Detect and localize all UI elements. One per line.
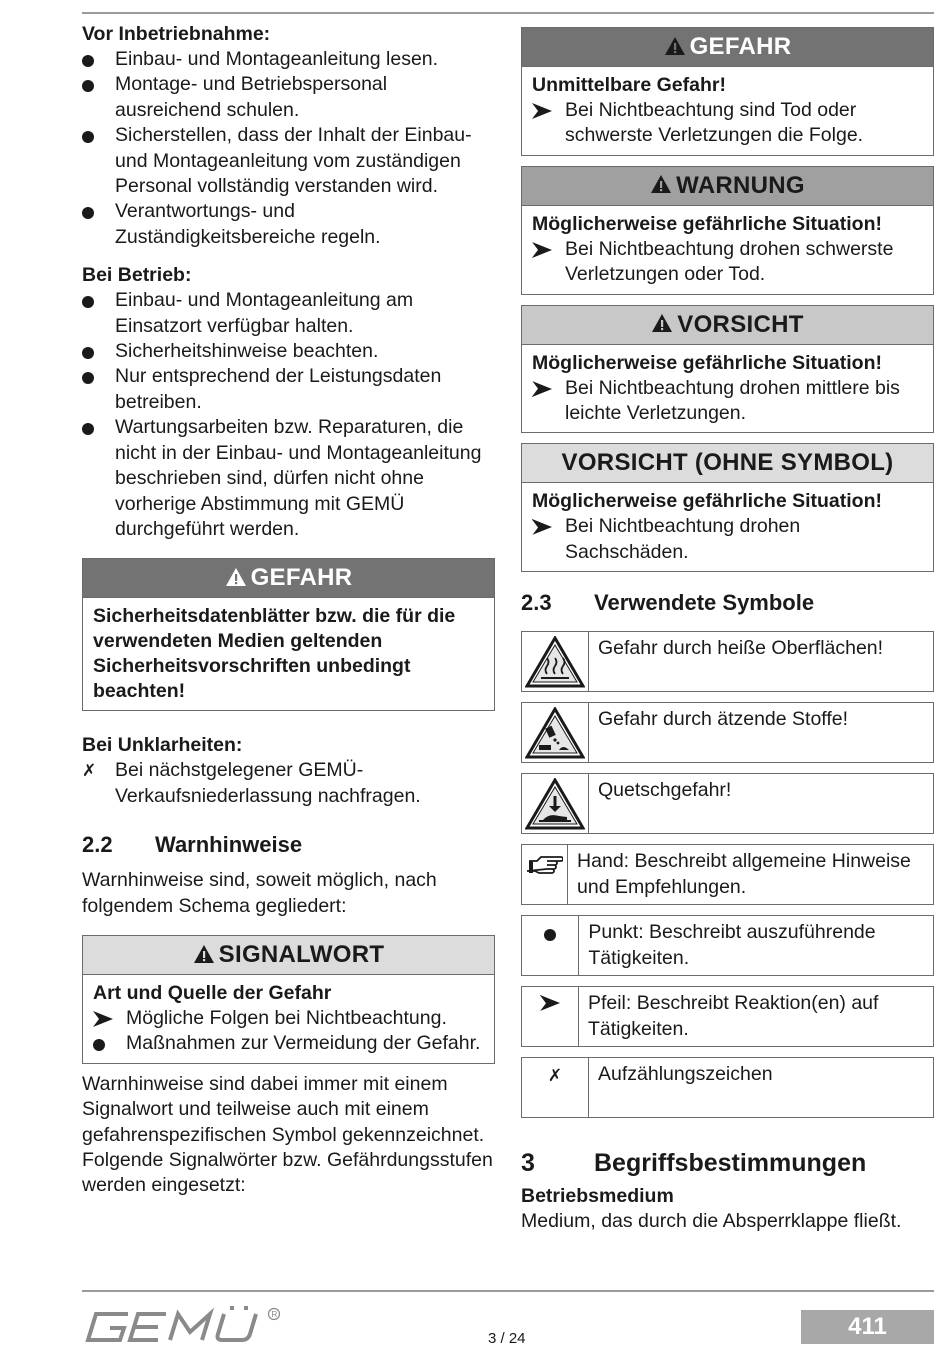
symbol-row [521,844,934,905]
list-item: Wartungsarbeiten bzw. Reparaturen, die nicht in der Einbau- und Montageanleitung beschrieben sind, dürfen nicht ohne vorherige Abstimmung mit GEMÜ durchgeführt werden. [82,415,495,542]
warning-box-body [83,597,494,710]
list-item: ✗ Bei nächstgelegener GEMÜ-Verkaufsniederlassung nachfragen. [82,759,421,807]
warning-triangle-icon [651,313,673,333]
definition-term: Betriebsmedium [521,1185,674,1208]
vor-list [82,47,495,250]
warning-triangle-icon [193,944,215,964]
check-mark-icon: ✗ [82,761,97,781]
list-item: Einbau- und Montageanleitung am Einsatzort verfügbar halten. [82,288,495,339]
list-item: Maßnahmen zur Vermeidung der Gefahr. [93,1031,484,1056]
symbol-description: Quetschgefahr! [598,779,732,802]
check-mark-icon: ✗ [547,1066,563,1086]
list-item: Bei Nichtbeachtung drohen schwerste Verletzungen oder Tod. [532,237,923,288]
symbol-row [521,986,934,1047]
level-box-header: GEFAHR [522,28,933,66]
document-number: 411 [801,1310,934,1344]
bullet-dot-icon [82,347,94,359]
sec22-outro: Warnhinweise sind dabei immer mit einem Signalwort und teilweise auch mit einem gefahrenspezifischen Symbol gekennzeichnet. Folgende Signalwörter bzw. Gefährdungsstufen werden eingesetzt: [82,1072,493,1197]
list-item: Einbau- und Montageanleitung lesen. [82,47,495,72]
symbol-description: Punkt: Beschreibt auszuführende Tätigkeiten. [588,921,876,969]
bullet-dot-icon [82,131,94,143]
right-column [521,27,934,1235]
level-box-title: Möglicherweise gefährliche Situation! [532,212,882,235]
level-list [532,237,923,288]
sec22-intro: Warnhinweise sind, soweit möglich, nach folgendem Schema gegliedert: [82,869,437,917]
schema-box-header: SIGNALWORT [83,936,494,974]
schema-box-body [83,974,494,1063]
symbol-cell [522,1058,589,1117]
vorsicht-level-box [521,305,934,434]
bullet-dot-icon [82,80,94,92]
hot-surface-icon [525,636,585,688]
level-list [532,376,923,427]
arrow-icon [532,381,552,397]
unklar-title: Bei Unklarheiten: [82,734,243,757]
warning-box-text: Sicherheitsdatenblätter bzw. die für die verwendeten Medien geltenden Sicherheitsvorschriften unbedingt beachten! [93,605,456,703]
gefahr-level-box [521,27,934,156]
arrow-icon [532,519,552,535]
left-column [82,22,495,1199]
schema-list [93,1006,484,1057]
level-box-body [522,482,933,571]
betrieb-list [82,288,495,542]
page-number: 3 / 24 [488,1330,526,1347]
bullet-dot-icon [93,1039,105,1051]
gefahr-warning-box [82,558,495,711]
crush-hazard-icon [525,778,585,830]
betrieb-title: Bei Betrieb: [82,264,192,287]
list-item: Sicherstellen, dass der Inhalt der Einbau- und Montageanleitung vom zuständigen Personal vollständig verstanden wird. [82,123,495,199]
warning-box-header: GEFAHR [83,559,494,597]
symbol-table [521,631,934,1118]
symbol-description: Pfeil: Beschreibt Reaktion(en) auf Tätigkeiten. [587,992,879,1040]
list-item: Bei Nichtbeachtung drohen Sachschäden. [532,514,923,565]
symbol-row [521,915,934,976]
level-box-header: VORSICHT [522,306,933,344]
warning-triangle-icon [650,174,672,194]
symbol-cell [522,987,579,1046]
unklar-list [82,758,495,809]
arrow-icon [540,995,560,1011]
level-box-header: WARNUNG [522,167,933,205]
symbol-row [521,773,934,834]
level-box-body [522,344,933,433]
warnung-level-box [521,166,934,295]
symbol-description: Gefahr durch heiße Oberflächen! [598,637,884,660]
warning-triangle-icon [664,36,686,56]
list-item: Bei Nichtbeachtung sind Tod oder schwerste Verletzungen die Folge. [532,98,923,149]
list-item: Bei Nichtbeachtung drohen mittlere bis leichte Verletzungen. [532,376,923,427]
arrow-icon [532,242,552,258]
schema-box-title: Art und Quelle der Gefahr [93,981,332,1004]
level-box-title: Möglicherweise gefährliche Situation! [532,490,882,513]
bullet-dot-icon [544,929,556,941]
level-box-title: Möglicherweise gefährliche Situation! [532,351,882,374]
top-rule [82,12,934,14]
level-box-body [522,66,933,155]
list-item: Mögliche Folgen bei Nichtbeachtung. [93,1006,484,1031]
section-heading-2-2: 2.2 Warnhinweise [82,832,303,858]
symbol-description: Aufzählungszeichen [598,1063,773,1086]
svg-text:R: R [271,1310,278,1319]
bullet-dot-icon [82,296,94,308]
list-item: Verantwortungs- und Zuständigkeitsbereiche regeln. [82,199,495,250]
arrow-icon [532,103,552,119]
symbol-description: Gefahr durch ätzende Stoffe! [598,708,849,731]
list-item: Sicherheitshinweise beachten. [82,339,495,364]
gemu-logo [82,1306,292,1346]
symbol-row [521,702,934,763]
level-list [532,514,923,565]
list-item: Montage- und Betriebspersonal ausreichend schulen. [82,72,495,123]
symbol-cell [522,845,568,904]
warning-triangle-icon [225,567,247,587]
symbol-cell [522,774,589,833]
footer-rule [82,1290,934,1292]
level-box-title: Unmittelbare Gefahr! [532,74,726,96]
bullet-dot-icon [82,207,94,219]
bullet-dot-icon [82,372,94,384]
section-heading-3: 3 Begriffsbestimmungen [521,1149,867,1178]
symbol-description: Hand: Beschreibt allgemeine Hinweise und Empfehlungen. [577,850,911,898]
symbol-cell [522,632,589,691]
level-box-body [522,205,933,294]
symbol-cell [522,703,589,762]
section-heading-2-3: 2.3 Verwendete Symbole [521,590,815,616]
signalwort-schema-box [82,935,495,1064]
bullet-dot-icon [82,423,94,435]
symbol-row [521,631,934,692]
pointing-hand-icon [527,855,563,875]
arrow-icon [93,1011,113,1027]
level-list [532,98,923,149]
list-item: Nur entsprechend der Leistungsdaten betreiben. [82,364,495,415]
bullet-dot-icon [82,55,94,67]
vor-title: Vor Inbetriebnahme: [82,23,271,45]
symbol-row [521,1057,934,1118]
definition-text: Medium, das durch die Absperrklappe fließt. [521,1210,902,1233]
vorsicht-ohne-symbol-box [521,443,934,572]
corrosive-icon [525,707,585,759]
level-box-header: VORSICHT (OHNE SYMBOL) [522,444,933,482]
symbol-cell [522,916,579,975]
